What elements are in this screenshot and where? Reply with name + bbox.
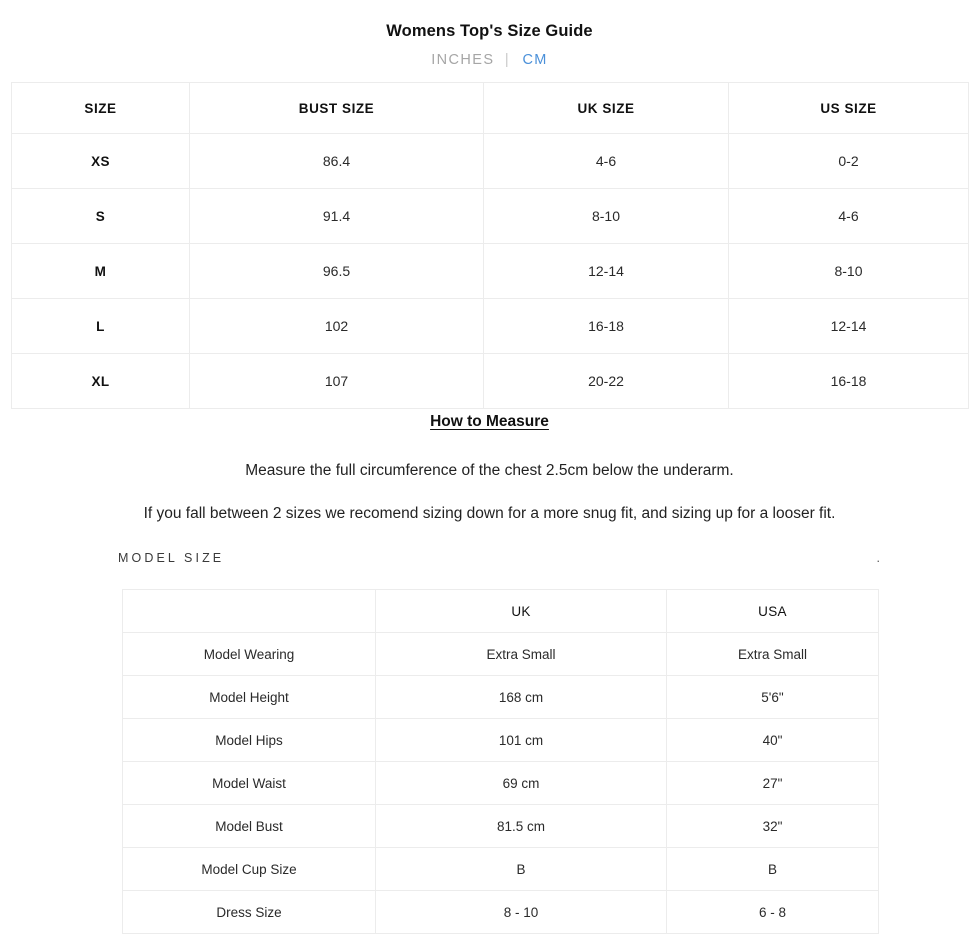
model-table-row [123,762,879,805]
cell-us: 0-2 [729,134,969,189]
model-cell-uk: 168 cm [376,676,667,719]
model-column-header-usa: USA [667,590,879,633]
model-cell-usa: 6 - 8 [667,891,879,934]
model-cell-uk: Extra Small [376,633,667,676]
cell-size: XL [12,354,190,409]
cell-uk: 16-18 [484,299,729,354]
model-cell-label: Dress Size [123,891,376,934]
model-size-heading-row [118,551,880,566]
cell-size: M [12,244,190,299]
how-to-measure-line-1: Measure the full circumference of the chest 2.5cm below the underarm. [245,462,734,480]
model-column-header-uk: UK [376,590,667,633]
model-table-row [123,891,879,934]
cell-bust: 102 [190,299,484,354]
cell-bust: 86.4 [190,134,484,189]
model-table-row [123,633,879,676]
how-to-measure-line-2: If you fall between 2 sizes we recomend sizing down for a more snug fit, and sizing up for a looser fit. [143,505,836,523]
how-to-measure-section [0,412,979,525]
unit-toggle-inches[interactable]: INCHES [431,51,495,68]
size-table-container [11,82,968,409]
cell-us: 12-14 [729,299,969,354]
column-header-uk-size: UK SIZE [484,83,729,134]
model-column-header-blank [123,590,376,633]
cell-size: XS [12,134,190,189]
model-size-heading: MODEL SIZE [118,551,225,565]
table-row [12,354,969,409]
unit-toggle-cm[interactable]: CM [522,51,548,68]
model-size-table-container [122,589,878,934]
model-table-row [123,719,879,762]
table-row [12,299,969,354]
cell-size: S [12,189,190,244]
cell-bust: 107 [190,354,484,409]
unit-toggle-separator: | [504,51,510,68]
cell-size: L [12,299,190,354]
cell-uk: 20-22 [484,354,729,409]
model-size-trailing-mark: . [876,551,880,565]
model-cell-label: Model Waist [123,762,376,805]
table-row [12,244,969,299]
cell-us: 16-18 [729,354,969,409]
unit-toggle [0,52,979,69]
table-row [12,189,969,244]
model-table-header-row [123,590,879,633]
how-to-measure-heading: How to Measure [430,413,549,430]
model-cell-uk: 8 - 10 [376,891,667,934]
model-cell-usa: 40" [667,719,879,762]
cell-bust: 91.4 [190,189,484,244]
cell-uk: 8-10 [484,189,729,244]
model-cell-usa: 27" [667,762,879,805]
model-cell-uk: 69 cm [376,762,667,805]
model-table-row [123,805,879,848]
model-cell-label: Model Hips [123,719,376,762]
model-cell-label: Model Cup Size [123,848,376,891]
column-header-us-size: US SIZE [729,83,969,134]
model-cell-usa: 5'6" [667,676,879,719]
model-cell-label: Model Height [123,676,376,719]
cell-uk: 12-14 [484,244,729,299]
column-header-size: SIZE [12,83,190,134]
model-cell-usa: 32" [667,805,879,848]
size-table [11,82,969,409]
table-row [12,134,969,189]
model-cell-uk: 101 cm [376,719,667,762]
model-cell-usa: B [667,848,879,891]
page-title: Womens Top's Size Guide [386,22,593,40]
column-header-bust-size: BUST SIZE [190,83,484,134]
model-cell-uk: 81.5 cm [376,805,667,848]
model-size-table [122,589,879,934]
table-header-row [12,83,969,134]
model-table-row [123,848,879,891]
cell-us: 4-6 [729,189,969,244]
model-table-row [123,676,879,719]
model-cell-usa: Extra Small [667,633,879,676]
cell-uk: 4-6 [484,134,729,189]
cell-bust: 96.5 [190,244,484,299]
model-cell-label: Model Bust [123,805,376,848]
cell-us: 8-10 [729,244,969,299]
model-cell-uk: B [376,848,667,891]
model-cell-label: Model Wearing [123,633,376,676]
